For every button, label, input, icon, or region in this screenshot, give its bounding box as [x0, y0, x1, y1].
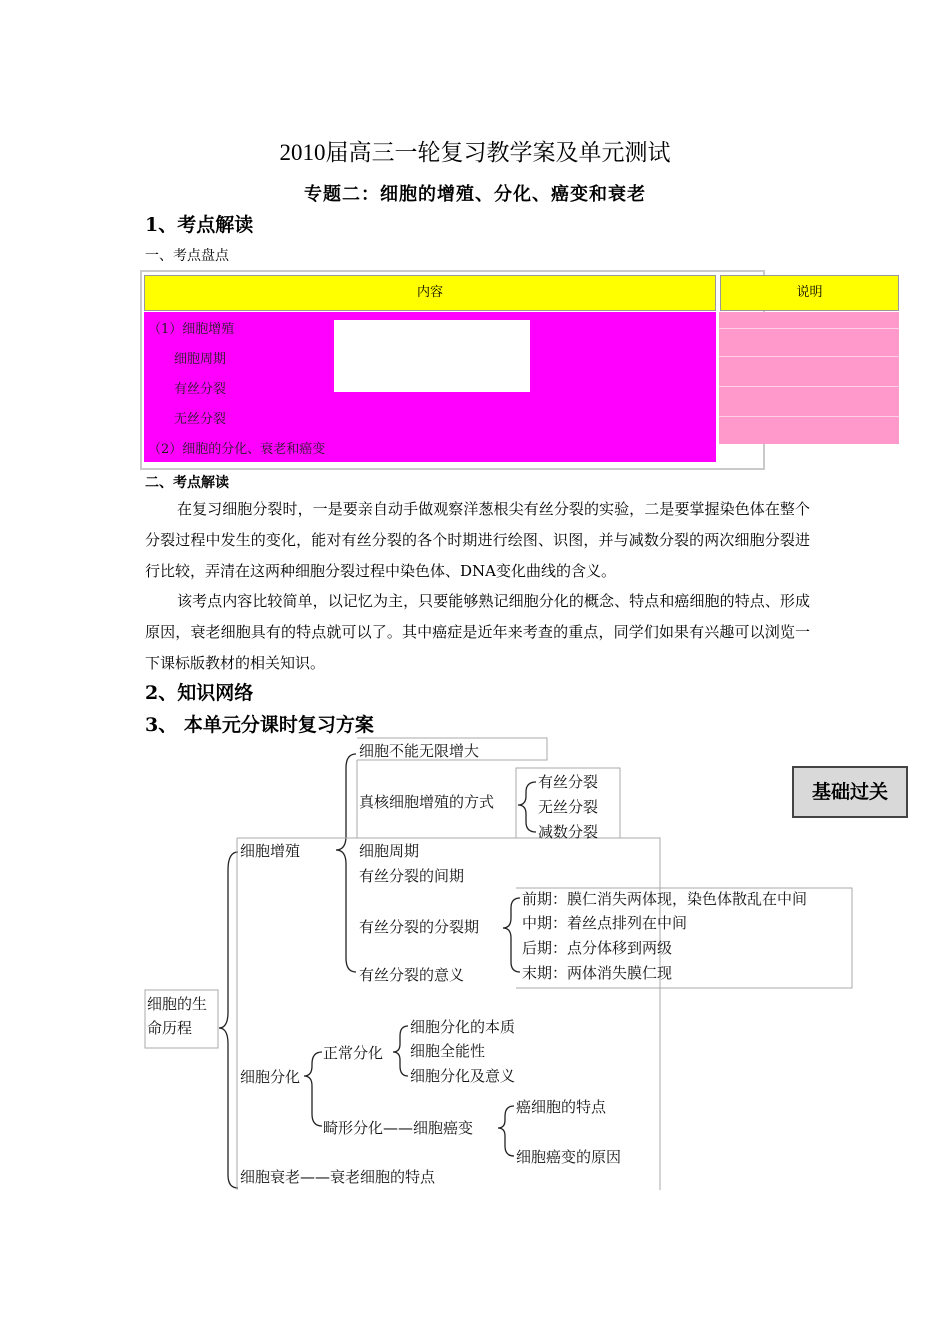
table-row: （1）细胞增殖 — [148, 322, 235, 337]
node-normal-differentiation: 正常分化 — [323, 1044, 384, 1062]
node-way: 减数分裂 — [538, 823, 599, 841]
mindmap-root-line: 细胞的生 — [147, 995, 208, 1013]
node-phase: 中期：着丝点排列在中间 — [522, 914, 688, 932]
node-abnormal-differentiation: 畸形分化——细胞癌变 — [323, 1119, 474, 1137]
node-normal-item: 细胞分化的本质 — [410, 1018, 516, 1036]
node-eukaryote-ways: 真核细胞增殖的方式 — [359, 793, 495, 811]
node-proliferation: 细胞增殖 — [240, 842, 301, 860]
node-interphase: 有丝分裂的间期 — [359, 867, 465, 885]
node-abnormal-item: 细胞癌变的原因 — [516, 1148, 622, 1166]
node-differentiation: 细胞分化 — [240, 1068, 301, 1086]
node-division-phase: 有丝分裂的分裂期 — [359, 918, 480, 936]
node-normal-item: 细胞全能性 — [410, 1042, 486, 1060]
table-header-content: 内容 — [144, 275, 716, 311]
table-row: （2）细胞的分化、衰老和癌变 — [148, 442, 326, 457]
subsection-heading-checkpoints: 一、考点盘点 — [145, 248, 229, 264]
paragraph-2: 该考点内容比较简单，以记忆为主，只要能够熟记细胞分化的概念、特点和癌细胞的特点、形成原因，衰老细胞具有的特点就可以了。其中癌症是近年来考查的重点，同学们如果有兴趣可以浏览一下课标版教材的相关知识。 — [145, 592, 810, 672]
subsection-heading-interpretation: 二、考点解读 — [145, 475, 229, 491]
page-title: 2010届高三一轮复习教学案及单元测试 — [279, 140, 671, 165]
section-heading-2: 2、知识网络 — [145, 682, 254, 704]
node-phase: 前期：膜仁消失两体现，染色体散乱在中间 — [522, 890, 808, 908]
basic-level-badge: 基础过关 — [792, 766, 908, 818]
node-way: 有丝分裂 — [538, 773, 599, 791]
node-aging: 细胞衰老——衰老细胞的特点 — [240, 1168, 436, 1186]
table-row: 细胞周期 — [174, 352, 227, 367]
node-phase: 末期：两体消失膜仁现 — [522, 964, 673, 982]
node-normal-item: 细胞分化及意义 — [410, 1067, 516, 1085]
node-abnormal-item: 癌细胞的特点 — [516, 1098, 607, 1116]
table-row: 有丝分裂 — [174, 382, 227, 397]
page-subtitle: 专题二：细胞的增殖、分化、癌变和衰老 — [304, 184, 646, 205]
node-cell-cycle: 细胞周期 — [359, 842, 420, 860]
mindmap-root-line: 命历程 — [147, 1019, 193, 1037]
table-header-notes: 说明 — [720, 275, 899, 311]
table-row: 无丝分裂 — [174, 412, 227, 427]
section-heading-1: 1、考点解读 — [145, 214, 254, 236]
section-heading-3: 3、 本单元分课时复习方案 — [145, 714, 374, 736]
node-significance: 有丝分裂的意义 — [359, 966, 465, 984]
mindmap-root — [147, 992, 207, 1040]
paragraph-1: 在复习细胞分裂时，一是要亲自动手做观察洋葱根尖有丝分裂的实验，二是要掌握染色体在整个分裂过程中发生的变化，能对有丝分裂的各个时期进行绘图、识图，并与减数分裂的两次细胞分裂进行比较，弄清在这两种细胞分裂过程中染色体、DNA变化曲线的含义。 — [145, 500, 810, 580]
node-phase: 后期：点分体移到两级 — [522, 939, 673, 957]
node-not-unlimited: 细胞不能无限增大 — [359, 742, 480, 760]
node-way: 无丝分裂 — [538, 798, 599, 816]
